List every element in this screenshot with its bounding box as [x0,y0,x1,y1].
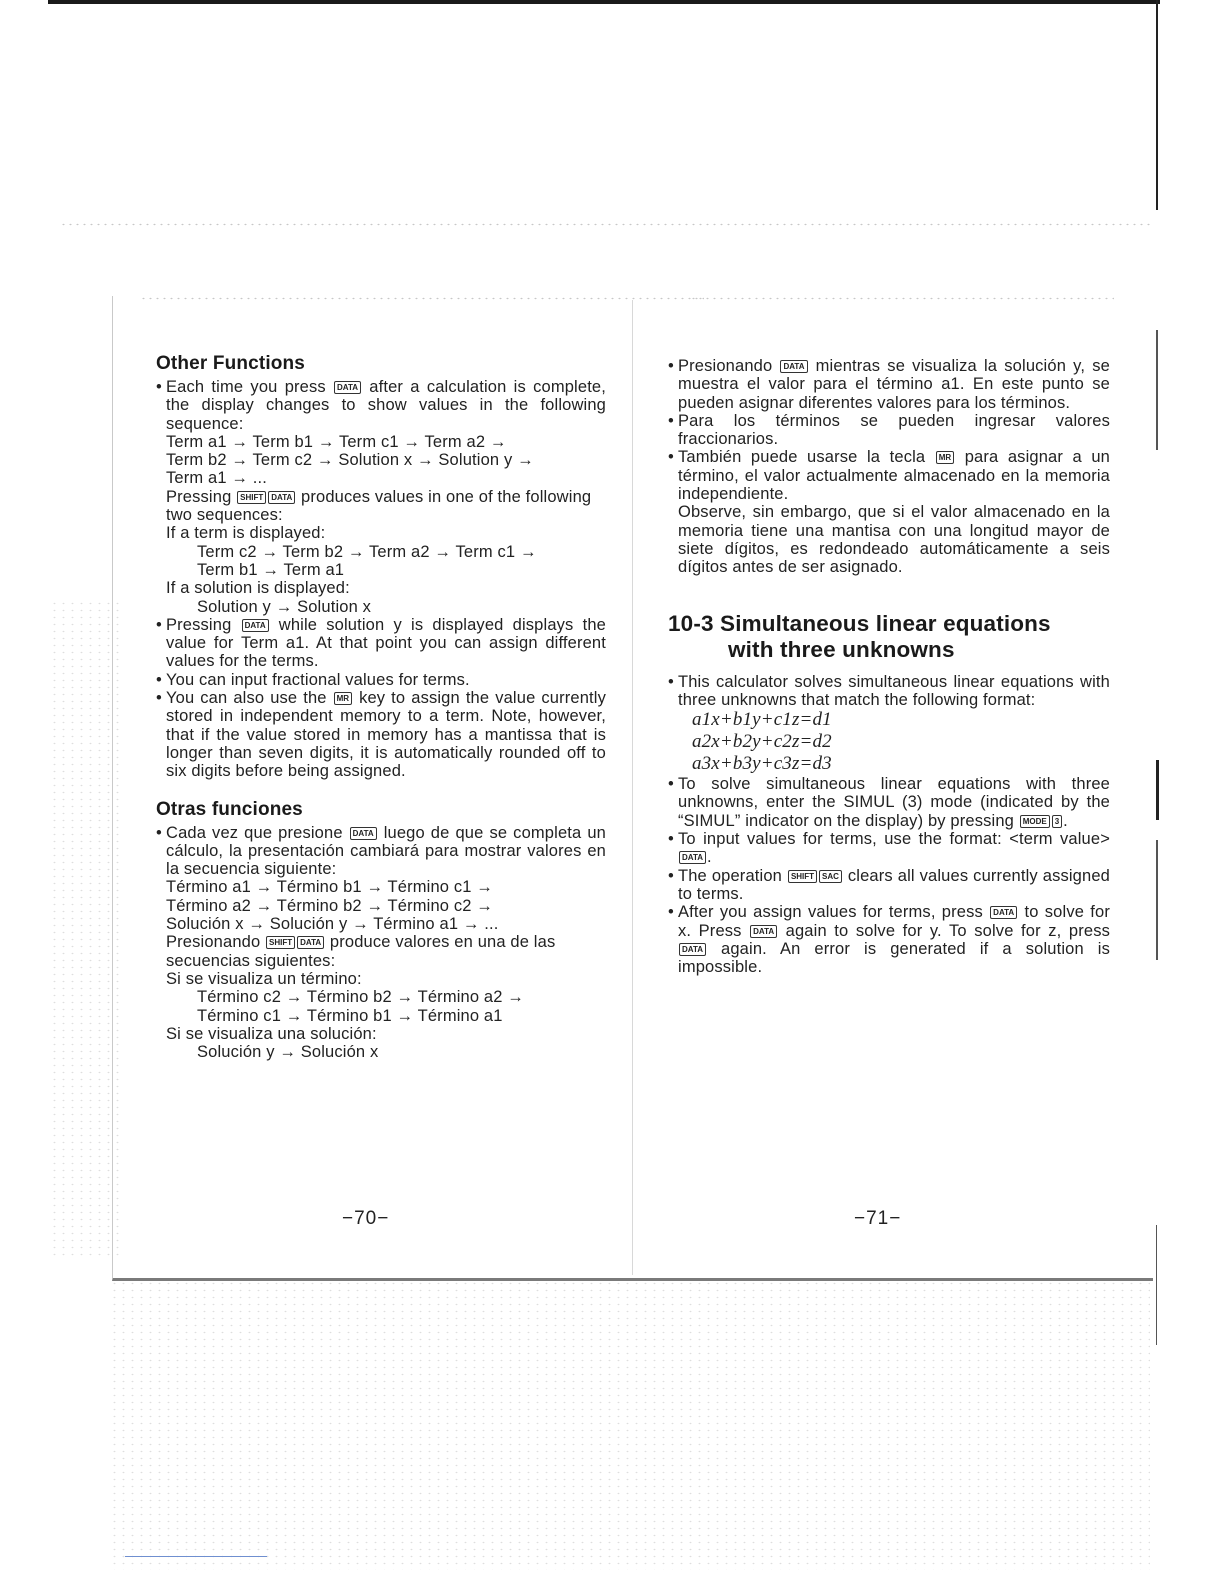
section-heading-otras-funciones: Otras funciones [156,798,303,820]
pressing-line [156,488,606,525]
text: You can also use the [166,689,333,708]
page-gutter [632,300,633,1275]
sequence-line: Term a1 → ... [166,469,267,488]
text: . [1063,811,1068,830]
text: . [707,848,712,867]
sequence-line: Term a1 → Term b1 → Term c1 → Term a2 → [166,432,507,451]
scan-noise-area [50,600,120,1260]
section-heading-other-functions: Other Functions [156,353,305,374]
left-page-content [156,353,606,1061]
sequence-line: Term c2 → Term b2 → Term a2 → Term c1 → [197,542,537,561]
text: Each time you press [166,378,334,396]
text: after a calculation is complete, the display changes to show values in the following sequence: [166,378,606,433]
text: After you assign values for terms, press [678,903,990,922]
equation-line: a1x+b1y+c1z=d1 [692,709,832,731]
bullet-item [668,903,1110,976]
data-key-icon: DATA [679,851,706,864]
text: clears all values currently assigned to terms. [678,866,1110,903]
bullet-item: • This calculator solves simultaneous linear equations with three unknowns that match the following format: [668,673,1110,710]
three-key-icon: 3 [1052,815,1062,828]
mr-key-icon: MR [936,451,954,464]
data-key-icon: DATA [750,925,777,938]
bullet-item: • Para los términos se pueden ingresar valores fraccionarios. [668,412,1110,449]
bullet-item [156,616,606,671]
text: luego de que se completa un cálculo, la presentación cambiará para mostrar valores en la secuencia siguiente: [166,823,606,879]
text: while solution y is displayed displays the value for Term a1. At that point you can assign different values for the terms. [166,615,606,671]
sequence-line: Term b2 → Term c2 → Solution x → Solution y → [166,451,534,470]
shift-key-icon: SHIFT [266,936,295,949]
edge-mark [1156,330,1158,450]
page-number-left: −70− [342,1208,390,1229]
data-key-icon: DATA [350,827,377,840]
data-key-icon: DATA [334,381,361,394]
text: para asignar a un término, el valor actualmente almacenado en la memoria independiente. [678,448,1110,504]
page-number-right: −71− [854,1208,902,1229]
condition-line: If a term is displayed: [166,524,326,543]
text: key to assign the value currently stored in independent memory to a term. Note, however, that if the value stored in memory has a mantissa that is longer than seven digits, it is automatically rounded off to six digits before being assigned. [166,689,607,781]
bottom-line [125,1556,267,1557]
section-title-line: with three unknowns [728,636,955,662]
data-key-icon: DATA [297,936,324,949]
bullet-item: • You can input fractional values for terms. [156,671,606,689]
sac-key-icon: SAC [819,870,842,883]
scan-noise [60,222,1154,228]
text: produces values in one of the following two sequences: [166,487,592,525]
sequence-line: Término a1 → Término b1 → Término c1 → [166,878,493,897]
spacer [156,781,606,799]
bullet-item [668,867,1110,904]
data-key-icon: DATA [268,491,295,504]
text: produce valores en una de las secuencias siguientes: [166,933,556,970]
text: Presionando [166,933,266,952]
text: Cada vez que presione [166,823,349,842]
sequence-line: Solución y → Solución x [197,1043,379,1062]
edge-mark [1156,760,1159,820]
sequence-line: Solución x → Solución y → Término a1 → ... [166,915,499,934]
text: mientras se visualiza la solución y, se muestra el valor para el término a1. En este punto se pueden asignar diferentes valores para los términos. [678,357,1110,412]
mr-key-icon: MR [334,692,352,705]
text: También puede usarse la tecla [678,448,935,467]
text: to solve for x. Press [678,903,1111,940]
data-key-icon: DATA [679,943,706,956]
equation-line: a3x+b3y+c3z=d3 [692,753,832,775]
pressing-line [156,933,606,970]
condition-line: If a solution is displayed: [166,579,350,598]
section-title-line: 10-3 Simultaneous linear equations [668,610,1051,636]
equation-line: a2x+b2y+c2z=d2 [692,731,832,753]
text: Presionando [678,357,780,375]
section-title-10-3 [668,611,1110,663]
scan-noise-area [110,1280,1150,1570]
bullet-item [668,357,1110,412]
bullet-item [156,378,606,433]
bullet-item [668,448,1110,503]
bullet-item [668,775,1110,830]
shift-key-icon: SHIFT [788,870,817,883]
sequence-line: Solution y → Solution x [197,597,372,616]
condition-line: Si se visualiza un término: [166,969,362,988]
bullet-item [156,824,606,879]
condition-line: Si se visualiza una solución: [166,1024,377,1043]
text: Pressing [166,615,241,634]
sequence-line: Term b1 → Term a1 [197,560,345,579]
mode-key-icon: MODE [1020,815,1050,828]
text: again. An error is generated if a solution is impossible. [678,939,1110,977]
text: To input values for terms, use the format: <term value> [678,830,1110,849]
text: again to solve for y. To solve for z, press [778,921,1111,940]
text: The operation [678,866,787,885]
shift-key-icon: SHIFT [237,491,266,504]
data-key-icon: DATA [990,906,1017,919]
text: Pressing [166,487,237,506]
right-border-line [1156,0,1158,210]
edge-mark [1156,1225,1157,1345]
sequence-line: Término a2 → Término b2 → Término c2 → [166,896,493,915]
bullet-item [668,830,1110,867]
edge-mark [1156,840,1158,960]
bullet-item [156,689,606,780]
sequence-line: Término c2 → Término b2 → Término a2 → [197,988,524,1007]
top-border-line [48,0,1160,4]
note-paragraph: Observe, sin embargo, que si el valor almacenado en la memoria tiene una mantisa con una longitud mayor de siete dígitos, es redondeado automáticamente a seis dígitos antes de ser asignado. [678,503,1110,577]
text: To solve simultaneous linear equations with three unknowns, enter the SIMUL (3) mode (indicated by the “SIMUL” indicator on the display) by pressing [678,775,1110,830]
data-key-icon: DATA [780,360,807,373]
right-page-content [668,357,1110,976]
data-key-icon: DATA [242,619,269,632]
sequence-line: Término c1 → Término b1 → Término a1 [197,1006,503,1025]
